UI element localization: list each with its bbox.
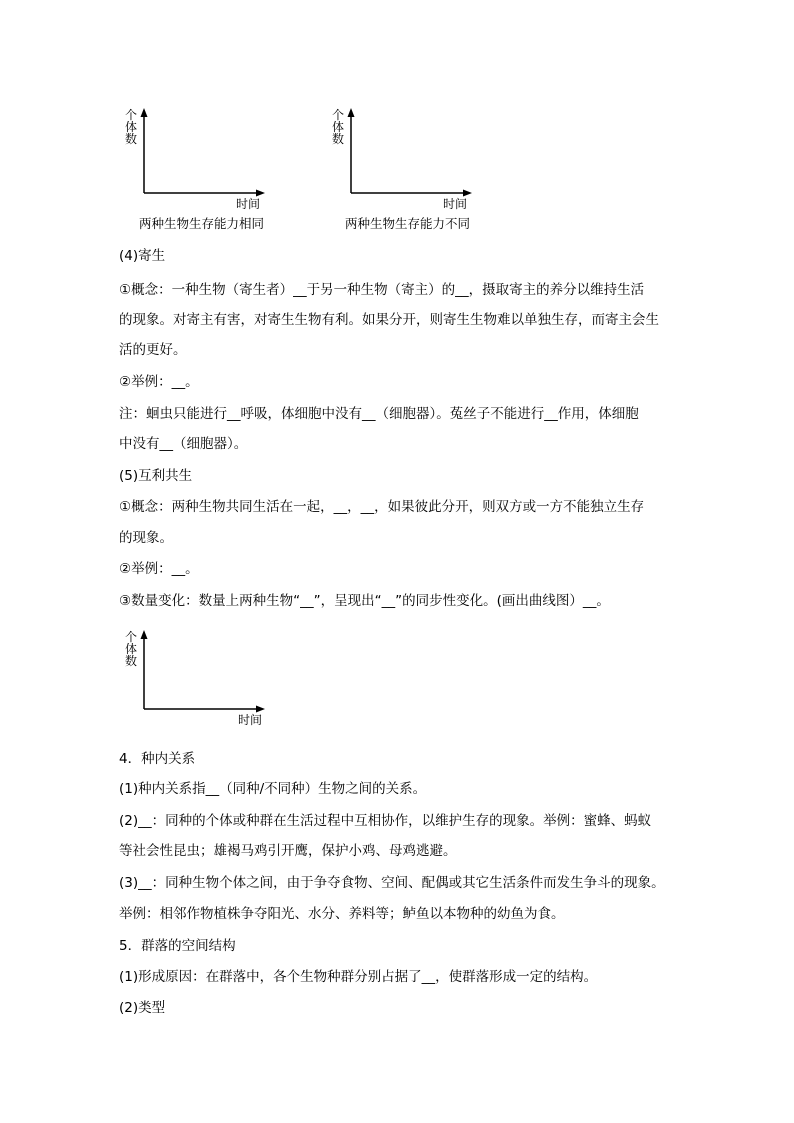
x-axis-label: 时间	[236, 197, 261, 211]
graph-axes	[120, 104, 290, 204]
graph-axes	[327, 104, 497, 204]
x-axis-label: 时间	[238, 713, 263, 727]
text-line: (1)形成原因：在群落中，各个生物种群分别占据了__，使群落形成一定的结构。	[119, 969, 598, 985]
section-spatial-structure-heading: 5．群落的空间结构	[119, 938, 236, 954]
section-intraspecific-heading: 4．种内关系	[119, 751, 196, 767]
graph-different-survival	[327, 104, 497, 236]
text-line: ①概念：两种生物共同生活在一起，__，__，如果彼此分开，则双方或一方不能独立生存	[119, 499, 645, 515]
graph-caption: 两种生物生存能力相同	[139, 216, 265, 231]
y-axis-label: 个体数	[331, 108, 344, 146]
graph-caption: 两种生物生存能力不同	[345, 216, 471, 231]
text-line: ②举例：__。	[119, 374, 199, 390]
section-mutualism-heading: (5)互利共生	[119, 468, 193, 484]
text-line: ①概念：一种生物（寄生者）__于另一种生物（寄主）的__，摄取寄主的养分以维持生活	[119, 282, 645, 298]
x-axis-label: 时间	[443, 197, 468, 211]
text-line: (2)__：同种的个体或种群在生活过程中互相协作，以维护生存的现象。举例：蜜蜂、蚂蚁	[119, 813, 652, 829]
y-axis-label: 个体数	[124, 108, 137, 146]
text-line: 举例：相邻作物植株争夺阳光、水分、养料等；鲈鱼以本物种的幼鱼为食。	[119, 906, 565, 922]
text-line: 的现象。对寄主有害，对寄生生物有利。如果分开，则寄生生物难以单独生存，而寄主会生	[119, 312, 659, 328]
text-line: (2)类型	[119, 1000, 166, 1016]
text-line: 注：蛔虫只能进行__呼吸，体细胞中没有__（细胞器）。菟丝子不能进行__作用，体细胞	[119, 406, 639, 422]
text-line: (1)种内关系指__（同种/不同种）生物之间的关系。	[119, 781, 427, 797]
text-line: ②举例：__。	[119, 561, 199, 577]
section-parasitism-heading: (4)寄生	[119, 248, 166, 264]
text-line: 活的更好。	[119, 342, 187, 358]
text-line: ③数量变化：数量上两种生物“__”，呈现出“__”的同步性变化。(画出曲线图）__。	[119, 593, 610, 609]
graph-same-survival	[120, 104, 290, 236]
graph-mutualism	[120, 626, 290, 736]
text-line: 的现象。	[119, 530, 173, 546]
text-line: 等社会性昆虫；雄褐马鸡引开鹰，保护小鸡、母鸡逃避。	[119, 843, 457, 859]
text-line: (3)__：同种生物个体之间，由于争夺食物、空间、配偶或其它生活条件而发生争斗的现象。	[119, 875, 665, 891]
y-axis-label: 个体数	[124, 630, 137, 668]
graph-axes	[120, 626, 290, 726]
text-line: 中没有__（细胞器）。	[119, 436, 248, 452]
